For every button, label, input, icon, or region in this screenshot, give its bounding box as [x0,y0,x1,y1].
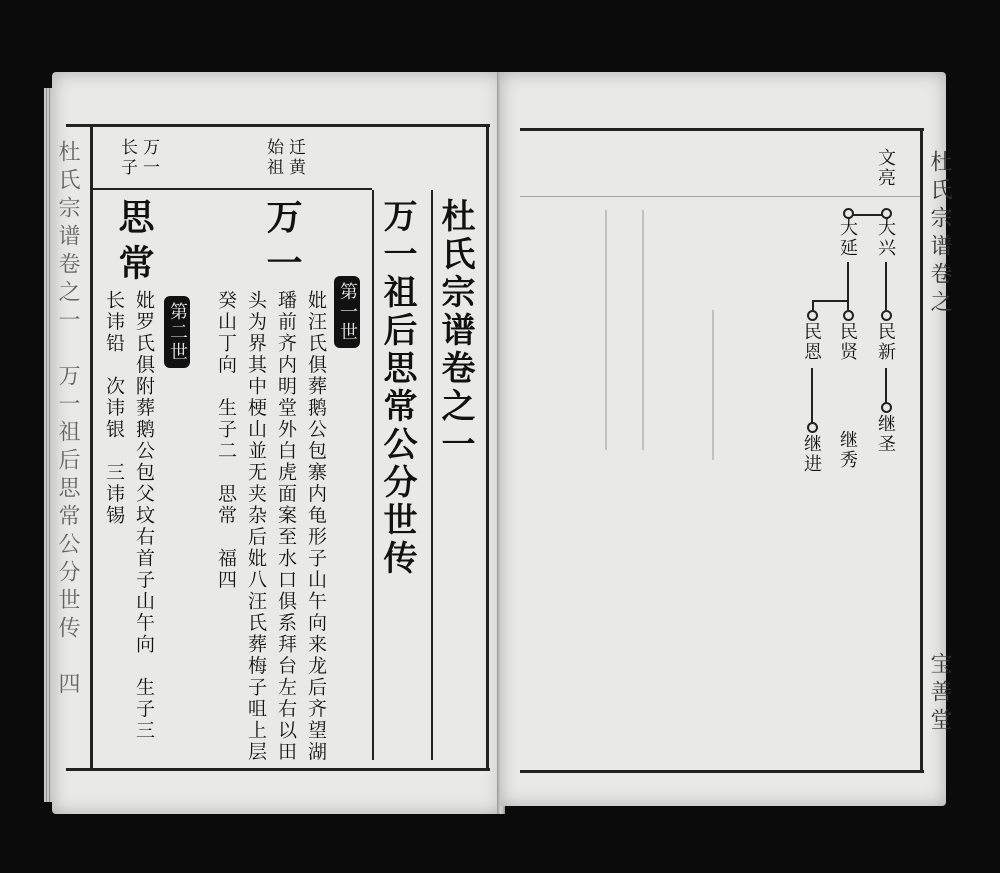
right-border [486,124,489,770]
header-divider [92,188,372,190]
header-col-1: 迁黄 [285,138,305,178]
header-col-4: 长子 [117,138,137,178]
tree-col3-gen1: 民恩 [801,322,822,362]
bio-2-line-1: 妣罗氏俱附葬鹅公包父坟右首子山午向 生子三 [133,290,155,742]
tree-link [812,300,814,310]
bio-2-line-2: 长讳铅 次讳银 三讳锡 [103,290,125,527]
title-divider-2 [431,190,433,760]
bio-1-line-2: 璠前齐内明堂外白虎面案至水口俱系拜台左右以田 [275,290,297,763]
tree-link [811,368,813,424]
tree-link [885,368,887,404]
tree-node [807,310,818,321]
title-divider [372,190,374,760]
tree-col1-gen2: 民新 [875,322,896,362]
right-top-border [520,128,924,131]
tree-col1-gen1: 大兴 [875,218,896,258]
generation-badge-1: 第一世 [334,276,360,348]
tree-col3-gen2: 继进 [801,434,822,474]
ancestor-name-2: 思常 [113,198,155,290]
right-bottom-border [520,770,924,773]
volume-title: 杜氏宗谱卷之一 [435,198,475,464]
tree-link [847,262,849,310]
tree-link [812,300,848,302]
bio-1-line-3: 头为界其中梗山並无夹杂后妣八汪氏葬梅子咀上层 [245,290,267,763]
tree-node [881,402,892,413]
tree-root: 文亮 [875,148,896,188]
left-spine-text: 杜氏宗谱卷之一 万一祖后思常公分世传 四 [55,140,80,700]
tree-node [807,422,818,433]
tree-node [881,310,892,321]
header-col-2: 始祖 [263,138,283,178]
section-title: 万一祖后思常公分世传 [377,198,417,578]
tree-col1-gen3: 继圣 [875,414,896,454]
showthrough-line-3 [712,310,714,460]
right-outer-border [920,128,923,772]
left-border [90,124,93,770]
right-spine-text: 杜氏宗谱卷之 [927,150,952,318]
right-header-divider [520,196,922,197]
bio-1-line-4: 癸山丁向 生子二 思常 福四 [215,290,237,591]
tree-col2-gen2: 民贤 [837,322,858,362]
bio-1-line-1: 妣汪氏俱葬鹅公包寨内龟形子山午向来龙后齐望湖 [305,290,327,763]
ancestor-name-1: 万一 [261,198,303,290]
generation-badge-2: 第二世 [164,296,190,368]
right-footer-text: 宝善堂 [927,652,952,736]
showthrough-line-1 [605,210,607,450]
tree-col2-gen3: 继秀 [837,430,858,470]
tree-col2-gen1: 大延 [837,218,858,258]
bottom-border [66,768,490,771]
tree-node [843,310,854,321]
top-border [66,124,490,127]
header-col-3: 万一 [139,138,159,178]
tree-link [885,262,887,310]
showthrough-line-2 [642,210,644,450]
